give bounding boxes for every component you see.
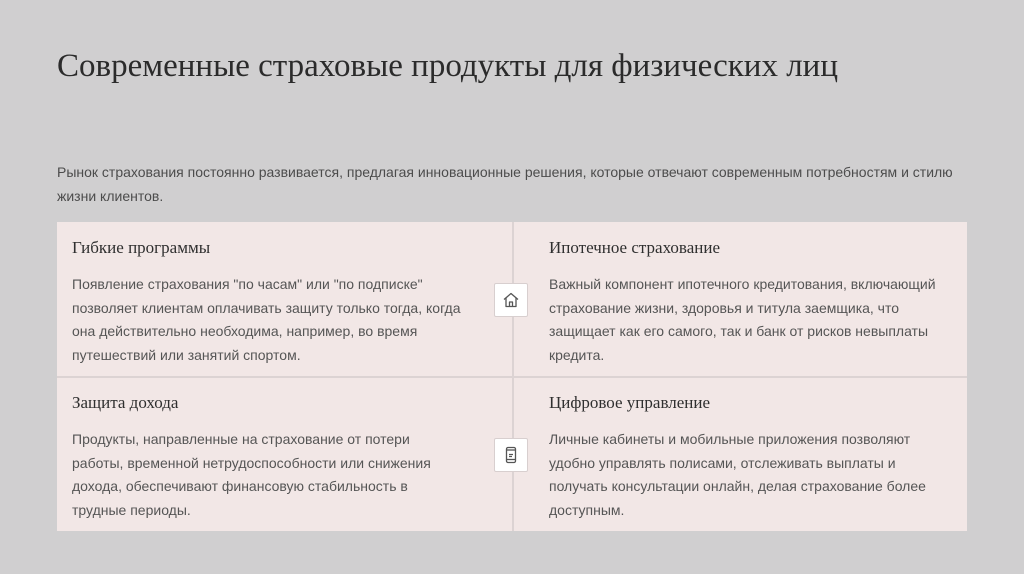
- card-text: Личные кабинеты и мобильные приложения позволяют удобно управлять полисами, отслеживать выплаты и получать консультации онлайн, делая страхование более доступным.: [549, 431, 926, 518]
- card-title: Цифровое управление: [549, 393, 711, 412]
- intro-text: Рынок страхования постоянно развивается, предлагая инновационные решения, которые отвечают современным потребностям и стилю жизни клиентов.: [57, 164, 953, 204]
- card-text: Продукты, направленные на страхование от потери работы, временной нетрудоспособности или снижения дохода, обеспечивают финансовую стабильность в трудные периоды.: [72, 431, 431, 518]
- card-title: Ипотечное страхование: [549, 238, 721, 257]
- mobile-phone-icon-box: [494, 438, 528, 472]
- house-icon: [501, 290, 521, 310]
- horizontal-divider: [57, 376, 967, 378]
- card-title: Гибкие программы: [72, 238, 211, 257]
- card-text: Появление страхования "по часам" или "по подписке" позволяет клиентам оплачивать защиту только тогда, когда она действительно необходима, например, во время путешествий или занятий спортом.: [72, 276, 461, 363]
- slide-title: Современные страховые продукты для физических лиц: [57, 48, 838, 84]
- mobile-phone-icon: [501, 445, 521, 465]
- card-income-protection: [72, 388, 462, 522]
- card-mortgage-insurance: [549, 233, 939, 367]
- card-digital-management: [549, 388, 939, 522]
- cards-grid: [57, 222, 967, 531]
- card-title: Защита дохода: [72, 393, 179, 412]
- card-text: Важный компонент ипотечного кредитования, включающий страхование жизни, здоровья и титула заемщика, что защищает как его самого, так и банк от рисков невыплаты кредита.: [549, 276, 936, 363]
- house-icon-box: [494, 283, 528, 317]
- card-flexible-programs: [72, 233, 462, 367]
